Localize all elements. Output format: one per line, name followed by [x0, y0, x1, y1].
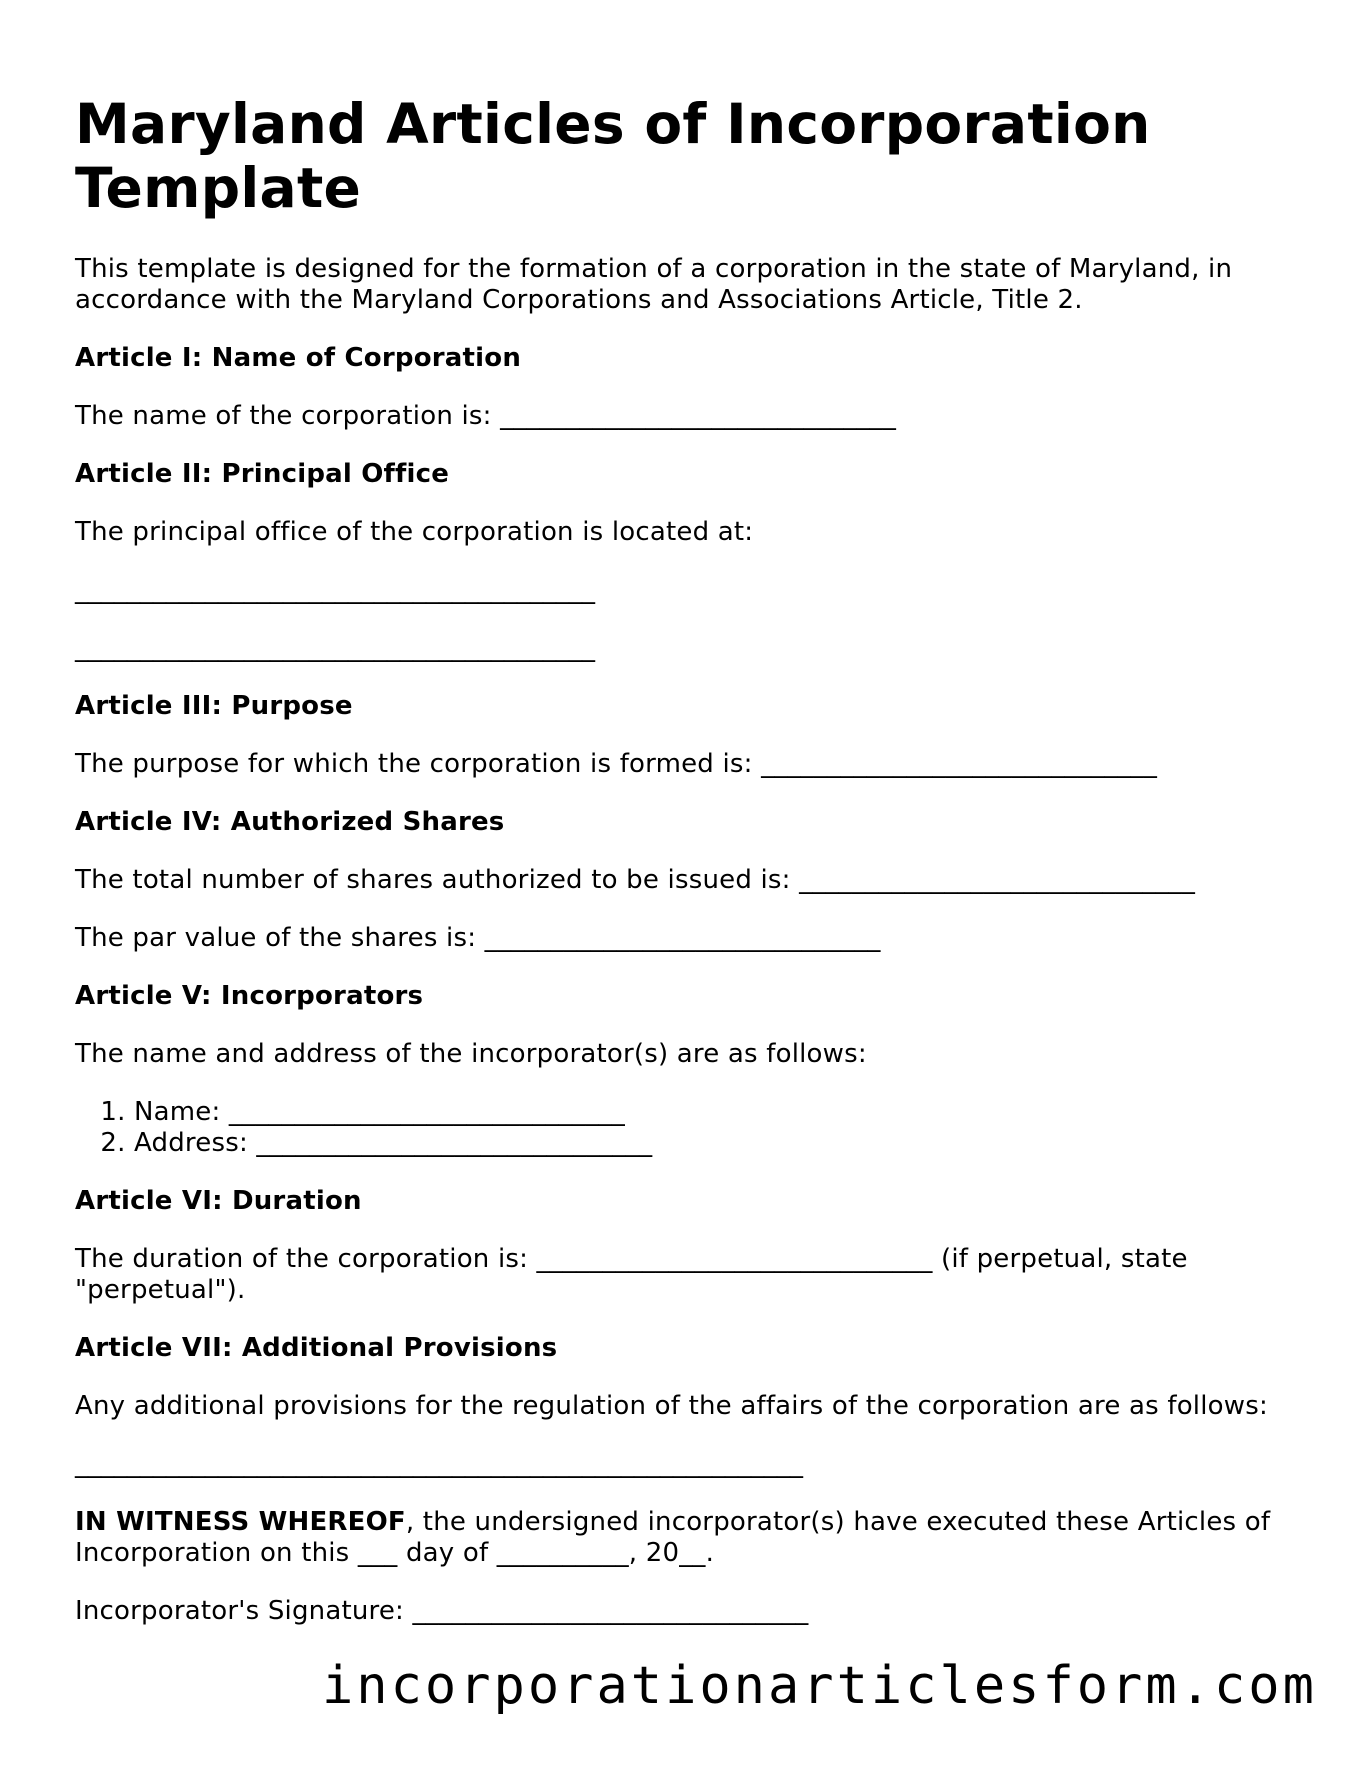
article-2-heading: Article II: Principal Office — [75, 459, 450, 489]
article-1-heading: Article I: Name of Corporation — [75, 343, 522, 373]
document-title: Maryland Articles of Incorporation Template — [75, 92, 1151, 220]
article-3-heading: Article III: Purpose — [75, 691, 353, 721]
incorporator-list — [75, 1097, 1305, 1159]
par-value-field: The par value of the shares is: ______________________________ — [75, 923, 881, 953]
article-4-heading: Article IV: Authorized Shares — [75, 807, 505, 837]
article-7-heading: Article VII: Additional Provisions — [75, 1333, 558, 1363]
article-5-heading: Article V: Incorporators — [75, 981, 424, 1011]
witness-paragraph — [75, 1507, 1305, 1569]
article-6-heading: Article VI: Duration — [75, 1186, 362, 1216]
principal-office-label: The principal office of the corporation is located at: — [75, 517, 754, 547]
additional-provisions-label: Any additional provisions for the regulation of the affairs of the corporation are as follows: — [75, 1391, 1268, 1421]
witness-bold: IN WITNESS WHEREOF — [75, 1507, 406, 1537]
intro-paragraph: This template is designed for the formation of a corporation in the state of Maryland, in accordance with the Maryland Corporations and Associations Article, Title 2. — [75, 254, 1233, 315]
incorporator-address-field: 2. Address: ______________________________ — [134, 1128, 1305, 1159]
total-shares-field: The total number of shares authorized to be issued is: ______________________________ — [75, 865, 1196, 895]
principal-office-line-2: ________________________________________ — [75, 633, 595, 663]
incorporator-name-field: 1. Name: ______________________________ — [134, 1097, 1305, 1128]
principal-office-line-1: ________________________________________ — [75, 575, 595, 605]
additional-provisions-line: ________________________________________________________ — [75, 1449, 803, 1479]
witness-text: , the undersigned incorporator(s) have executed these Articles of Incorporation on this ___ day of __________, 20__. — [75, 1507, 1271, 1568]
purpose-field: The purpose for which the corporation is formed is: ______________________________ — [75, 749, 1158, 779]
document-page — [75, 92, 1305, 1654]
corporation-name-field: The name of the corporation is: ______________________________ — [75, 401, 897, 431]
watermark: incorporationarticlesform.com — [322, 1656, 1317, 1716]
signature-field: Incorporator's Signature: ______________________________ — [75, 1596, 809, 1626]
incorporators-label: The name and address of the incorporator(s) are as follows: — [75, 1039, 867, 1069]
duration-field: The duration of the corporation is: ______________________________ (if perpetual, state "perpetual"). — [75, 1244, 1188, 1305]
